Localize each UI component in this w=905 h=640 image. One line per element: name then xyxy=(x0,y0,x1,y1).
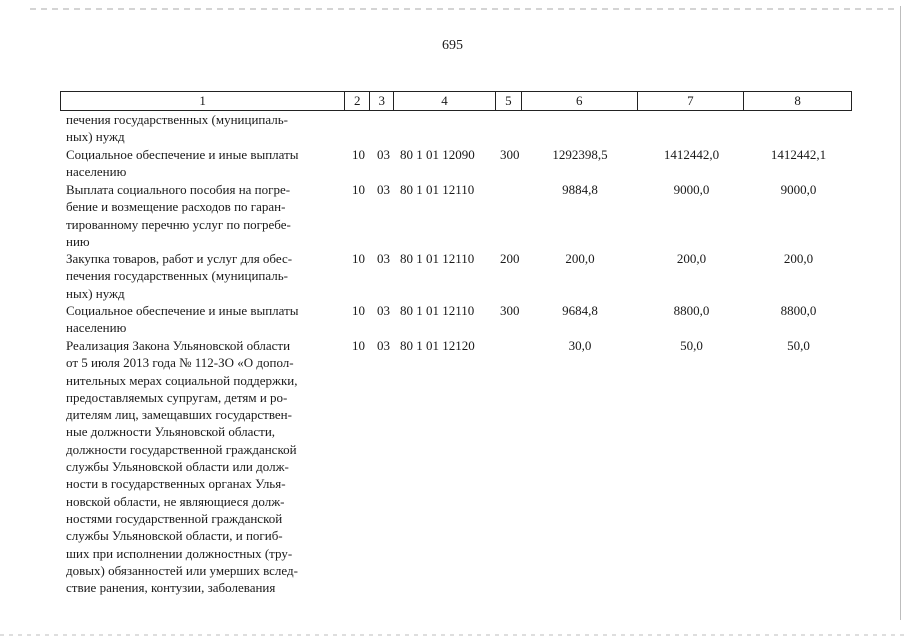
cell-c6: 200,0 xyxy=(565,251,595,266)
description-line: новской области, не являющиеся долж- xyxy=(66,493,285,509)
cell-c6: 30,0 xyxy=(568,338,592,353)
description-line: нительных мерах социальной поддержки, xyxy=(66,372,298,388)
cell-c8: 200,0 xyxy=(783,251,814,266)
cell-c4: 80 1 01 12110 xyxy=(400,182,475,197)
cell-c3: 03 xyxy=(377,182,390,197)
cell-c7: 200,0 xyxy=(676,251,707,266)
cell-c8: 1412442,1 xyxy=(770,147,827,162)
description-line: довых) обязанностей или умерших вслед- xyxy=(66,562,298,578)
header-cell-6: 6 xyxy=(522,92,638,110)
header-cell-5: 5 xyxy=(496,92,522,110)
scan-edge-right xyxy=(900,6,901,620)
cell-c7: 1412442,0 xyxy=(663,147,720,162)
cell-c3: 03 xyxy=(377,338,390,353)
description-line: от 5 июля 2013 года № 112-ЗО «О допол- xyxy=(66,355,294,371)
description-line: службы Ульяновской области или долж- xyxy=(66,459,289,475)
cell-c3: 03 xyxy=(377,251,390,266)
description-line: Реализация Закона Ульяновской области xyxy=(66,338,291,353)
cell-c4: 80 1 01 12120 xyxy=(400,338,475,353)
cell-c2: 10 xyxy=(352,338,365,353)
description-line: Социальное обеспечение и иные выплаты xyxy=(66,303,299,318)
description-line: Выплата социального пособия на погре- xyxy=(66,182,291,197)
description-line: ных) нужд xyxy=(66,285,125,301)
description-line: ные должности Ульяновской области, xyxy=(66,424,276,440)
row-description xyxy=(66,111,345,146)
description-line: бение и возмещение расходов по гаран- xyxy=(66,199,286,215)
description-line: дителям лиц, замещавших государствен- xyxy=(66,407,292,423)
scan-edge-bottom xyxy=(0,634,905,636)
cell-c4: 80 1 01 12110 xyxy=(400,251,475,266)
description-line: Закупка товаров, работ и услуг для обес- xyxy=(66,251,293,266)
row-description xyxy=(66,302,345,337)
cell-c2: 10 xyxy=(352,147,365,162)
cell-c8: 50,0 xyxy=(787,338,810,353)
header-cell-2: 2 xyxy=(345,92,370,110)
header-cell-7: 7 xyxy=(638,92,745,110)
description-line: населению xyxy=(66,320,127,336)
cell-c8: 8800,0 xyxy=(780,303,817,318)
cell-c3: 03 xyxy=(377,303,390,318)
description-line: предоставляемых супругам, детям и ро- xyxy=(66,389,288,405)
scan-edge-top xyxy=(30,8,897,10)
cell-c5: 300 xyxy=(500,147,520,162)
header-cell-4: 4 xyxy=(394,92,496,110)
description-line: тированному перечню услуг по погребе- xyxy=(66,216,291,232)
cell-c2: 10 xyxy=(352,251,365,266)
table-header-row xyxy=(60,91,852,111)
row-description xyxy=(66,146,345,181)
description-line: ности в государственных органах Улья- xyxy=(66,476,286,492)
cell-c7: 50,0 xyxy=(680,338,703,353)
description-line: ствие ранения, контузии, заболевания xyxy=(66,580,276,596)
header-cell-3: 3 xyxy=(370,92,394,110)
description-line: должности государственной гражданской xyxy=(66,441,297,457)
row-description xyxy=(66,337,345,596)
description-line: ных) нужд xyxy=(66,129,125,145)
cell-c5: 300 xyxy=(500,303,520,318)
description-line: нию xyxy=(66,233,90,249)
row-description xyxy=(66,181,345,250)
description-line: ностями государственной гражданской xyxy=(66,510,283,526)
cell-c7: 9000,0 xyxy=(673,182,710,197)
cell-c4: 80 1 01 12090 xyxy=(400,147,475,162)
cell-c8: 9000,0 xyxy=(780,182,817,197)
description-line: службы Ульяновской области, и погиб- xyxy=(66,528,283,544)
row-description xyxy=(66,250,345,302)
description-line: Социальное обеспечение и иные выплаты xyxy=(66,147,299,162)
page-number: 695 xyxy=(442,38,463,53)
cell-c2: 10 xyxy=(352,182,365,197)
description-line: печения государственных (муниципаль- xyxy=(66,268,289,284)
cell-c7: 8800,0 xyxy=(673,303,710,318)
header-cell-1: 1 xyxy=(61,92,345,110)
description-line: населению xyxy=(66,164,127,180)
cell-c4: 80 1 01 12110 xyxy=(400,303,475,318)
cell-c6: 1292398,5 xyxy=(552,147,608,162)
cell-c3: 03 xyxy=(377,147,390,162)
cell-c5: 200 xyxy=(500,251,520,266)
description-line: ших при исполнении должностных (тру- xyxy=(66,545,293,561)
cell-c6: 9684,8 xyxy=(562,303,598,318)
cell-c6: 9884,8 xyxy=(562,182,598,197)
cell-c2: 10 xyxy=(352,303,365,318)
description-line: печения государственных (муниципаль- xyxy=(66,112,289,127)
header-cell-8: 8 xyxy=(794,93,801,108)
